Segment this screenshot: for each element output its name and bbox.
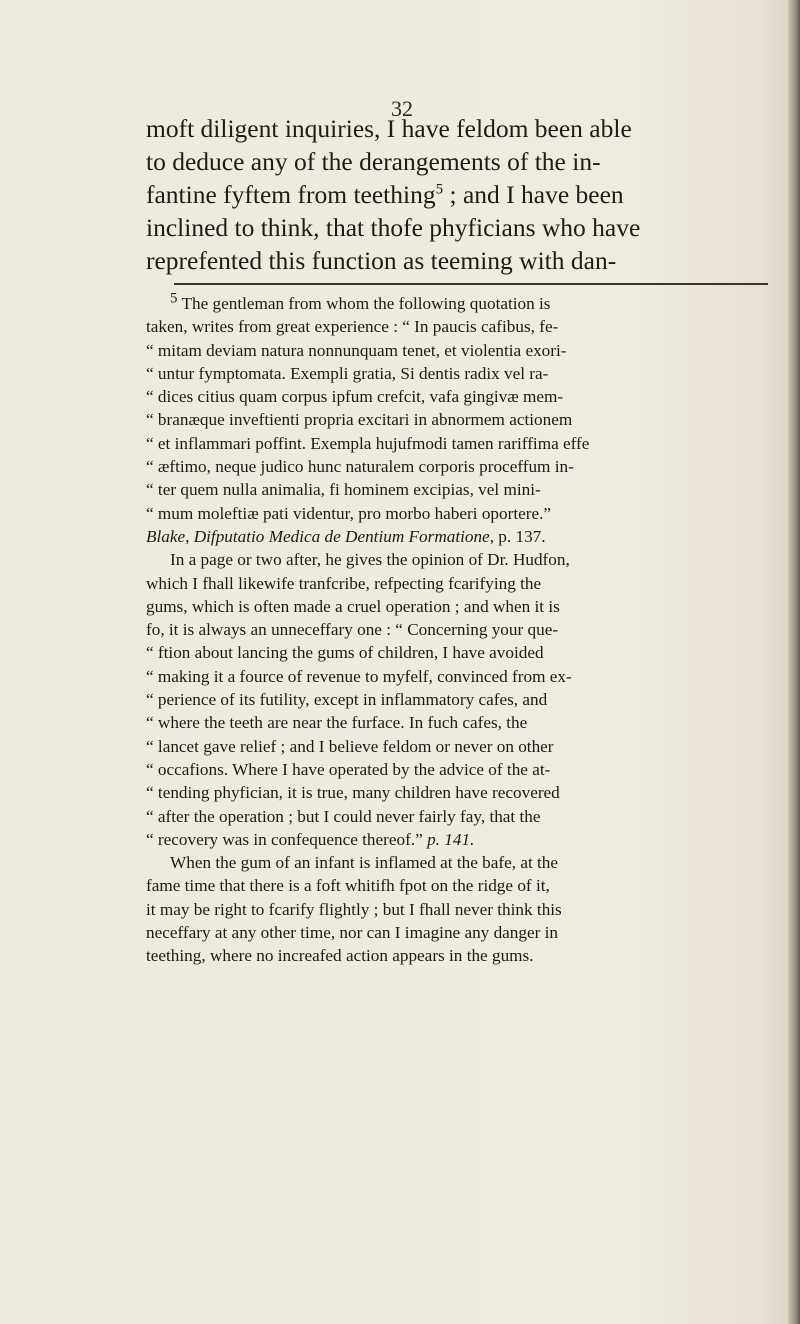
body-line-text: ; and I have been: [443, 180, 624, 209]
body-line: to deduce any of the derangements of the in-: [146, 147, 601, 176]
body-line: inclined to think, that thofe phyficians who have: [146, 213, 641, 242]
body-line: [146, 178, 768, 211]
main-text: [146, 112, 768, 277]
footnote-line: In a page or two after, he gives the opinion of Dr. Hudfon,: [170, 550, 570, 570]
footnote-line: taken, writes from great experience : “ In paucis cafibus, fe-: [146, 317, 559, 337]
citation-page: , p. 137.: [489, 526, 546, 546]
footnote-line: gums, which is often made a cruel operation ; and when it is: [146, 596, 560, 616]
footnote-line: “ lancet gave relief ; and I believe feldom or never on other: [146, 736, 554, 756]
body-line: moft diligent inquiries, I have feldom been able: [146, 114, 632, 143]
page-edge-shadow: [788, 0, 800, 1324]
citation-title: Difputatio Medica de Dentium Formatione: [193, 526, 490, 546]
footnote-line: [146, 292, 770, 315]
footnote-line: “ perience of its futility, except in inflammatory cafes, and: [146, 690, 548, 710]
footnote-line: “ et inflammari poffint. Exempla hujufmodi tamen rariffima effe: [146, 433, 590, 453]
footnote-line: teething, where no increafed action appears in the gums.: [146, 946, 534, 966]
footnote-line: [146, 828, 770, 851]
footnote-line-text: “ recovery was in confequence thereof.”: [146, 829, 423, 849]
footnote-reference: 5: [435, 181, 444, 198]
body-line-text: fantine fyftem from teething: [146, 180, 436, 209]
citation-line: Blake, Difputatio Medica de Dentium Formatione, p. 137.: [146, 526, 546, 546]
footnote-line: “ mum moleftiæ pati videntur, pro morbo haberi oportere.”: [146, 503, 552, 523]
footnote: [146, 292, 770, 968]
footnote-line: which I fhall likewife tranfcribe, refpecting fcarifying the: [146, 573, 542, 593]
footnote-line: “ branæque inveftienti propria excitari in abnormem actionem: [146, 410, 573, 430]
footnote-line: fo, it is always an unneceffary one : “ Concerning your que-: [146, 620, 559, 640]
footnote-line: it may be right to fcarify flightly ; but I fhall never think this: [146, 899, 562, 919]
footnote-line-text: The gentleman from whom the following quotation is: [177, 294, 551, 313]
citation-author: Blake: [146, 526, 186, 546]
footnote-line: “ æftimo, neque judico hunc naturalem corporis proceffum in-: [146, 457, 574, 477]
page-number: 32: [391, 96, 413, 121]
footnote-line: neceffary at any other time, nor can I imagine any danger in: [146, 923, 559, 943]
footnote-line: “ untur fymptomata. Exempli gratia, Si dentis radix vel ra-: [146, 363, 549, 383]
footnote-line: When the gum of an infant is inflamed at the bafe, at the: [170, 853, 559, 873]
footnote-line: “ occafions. Where I have operated by the advice of the at-: [146, 759, 551, 779]
footnote-marker: 5: [170, 290, 178, 307]
body-line: reprefented this function as teeming with dan-: [146, 246, 617, 275]
hudson-page-ref: p. 141.: [427, 829, 475, 849]
footnote-line: “ ftion about lancing the gums of children, I have avoided: [146, 643, 544, 663]
footnote-line: “ tending phyfician, it is true, many children have recovered: [146, 783, 560, 803]
footnote-divider: [174, 283, 768, 285]
footnote-line: fame time that there is a foft whitifh fpot on the ridge of it,: [146, 876, 550, 896]
footnote-line: “ where the teeth are near the furface. In fuch cafes, the: [146, 713, 528, 733]
footnote-line: “ ter quem nulla animalia, fi hominem excipias, vel mini-: [146, 480, 541, 500]
footnote-line: “ dices citius quam corpus ipfum crefcit, vafa gingivæ mem-: [146, 387, 564, 407]
footnote-line: “ after the operation ; but I could never fairly fay, that the: [146, 806, 541, 826]
footnote-line: “ making it a fource of revenue to myfelf, convinced from ex-: [146, 666, 572, 686]
footnote-line: “ mitam deviam natura nonnunquam tenet, et violentia exori-: [146, 340, 567, 360]
